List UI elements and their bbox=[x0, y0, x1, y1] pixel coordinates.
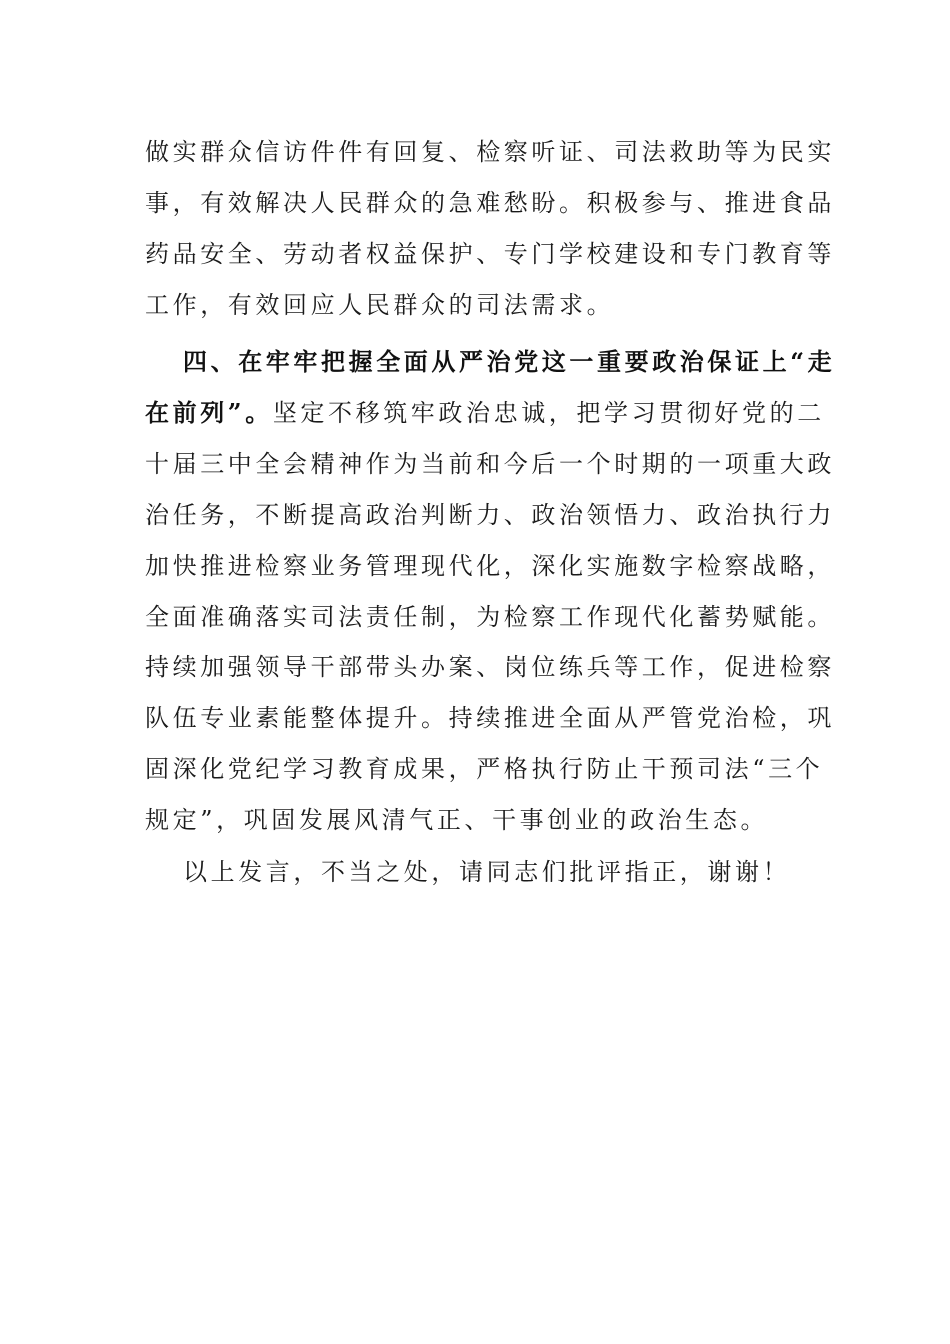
paragraph-2-line-7: 持续加强领导干部带头办案、岗位练兵等工作，促进检察 bbox=[145, 653, 835, 682]
paragraph-2-line-2 bbox=[145, 388, 825, 439]
section-4-heading: 四、在牢牢把握全面从严治党这一重要政治保证上“走 bbox=[183, 347, 836, 376]
section-4-heading-end: 在前列”。 bbox=[145, 397, 273, 427]
closing-remark: 以上发言，不当之处，请同志们批评指正，谢谢！ bbox=[183, 858, 791, 886]
paragraph-1-line-2: 事，有效解决人民群众的急难愁盼。积极参与、推进食品 bbox=[145, 188, 835, 217]
paragraph-2-line-8: 队伍专业素能整体提升。持续推进全面从严管党治检，巩 bbox=[145, 704, 835, 733]
paragraph-3 bbox=[145, 847, 810, 898]
paragraph-2-line-3: 十届三中全会精神作为当前和今后一个时期的一项重大政 bbox=[145, 449, 835, 478]
paragraph-2-line-6: 全面准确落实司法责任制，为检察工作现代化蓄势赋能。 bbox=[145, 602, 835, 631]
paragraph-2-line-9: 固深化党纪学习教育成果，严格执行防止干预司法“三个 bbox=[145, 755, 824, 784]
paragraph-1-line-4: 工作，有效回应人民群众的司法需求。 bbox=[145, 290, 615, 319]
paragraph-2-line-10: 规定”，巩固发展风清气正、干事创业的政治生态。 bbox=[145, 806, 769, 835]
paragraph-2 bbox=[145, 337, 836, 846]
paragraph-1-line-3: 药品安全、劳动者权益保护、专门学校建设和专门教育等 bbox=[145, 239, 835, 268]
paragraph-2-line-4: 治任务，不断提高政治判断力、政治领悟力、政治执行力 bbox=[145, 500, 835, 529]
paragraph-2-line-2-text: 坚定不移筑牢政治忠诚，把学习贯彻好党的二 bbox=[272, 398, 825, 427]
paragraph-2-line-5: 加快推进检察业务管理现代化，深化实施数字检察战略， bbox=[145, 551, 835, 580]
paragraph-1 bbox=[145, 127, 835, 331]
paragraph-1-line-1: 做实群众信访件件有回复、检察听证、司法救助等为民实 bbox=[145, 138, 835, 166]
